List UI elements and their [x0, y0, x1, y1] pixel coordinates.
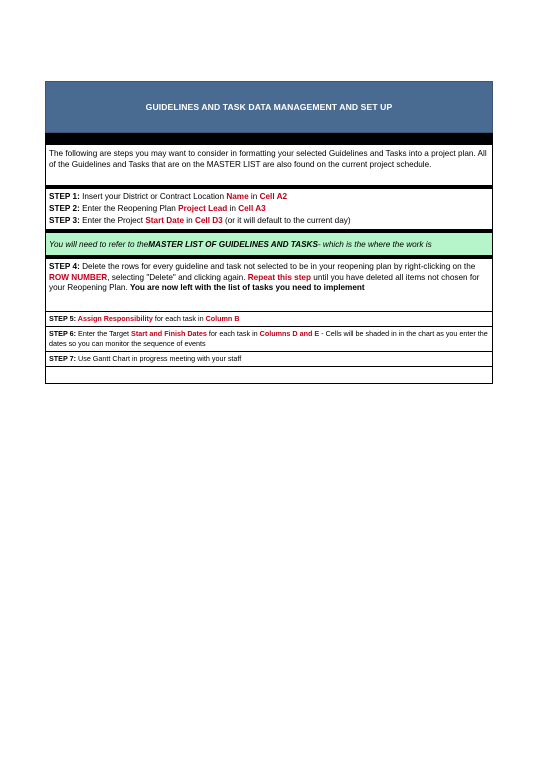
step-2: STEP 2: Enter the Reopening Plan Project Lead in Cell A3: [49, 204, 266, 213]
master-list-note: You will need to refer to the MASTER LIST OF GUIDELINES AND TASKS - which is the where the work is: [45, 233, 493, 255]
step-6: STEP 6: Enter the Target Start and Finish Dates for each task in Columns D and E - Cells will be shaded in in the chart as you enter the dates so you can monitor the sequence of events: [45, 327, 493, 352]
instruction-sheet: [45, 81, 493, 384]
step-1: STEP 1: Insert your District or Contract Location Name in Cell A2: [49, 192, 288, 201]
title-band: [45, 81, 493, 133]
step-4: STEP 4: Delete the rows for every guideline and task not selected to be in your reopening plan by right-clicking on the ROW NUMBER, selecting "Delete" and clicking again. Repeat this step until you have deleted all items not chosen for your Reopening Plan. You are now left with the list of tasks you need to implement: [45, 259, 493, 312]
intro-text: The following are steps you may want to consider in formatting your selected Guidelines and Tasks into a project plan. All of the Guidelines and Tasks that are on the MASTER LIST are also found on the current project schedule.: [45, 145, 493, 185]
step-5: STEP 5: Assign Responsibility for each task in Column B: [45, 312, 493, 327]
step-7: STEP 7: Use Gantt Chart in progress meeting with your staff: [45, 352, 493, 367]
empty-row: [45, 367, 493, 384]
step-3: STEP 3: Enter the Project Start Date in Cell D3 (or it will default to the current day): [49, 216, 351, 225]
page-title: GUIDELINES AND TASK DATA MANAGEMENT AND SET UP: [145, 102, 393, 112]
steps-1-3: [45, 189, 493, 229]
black-divider: [45, 133, 493, 145]
